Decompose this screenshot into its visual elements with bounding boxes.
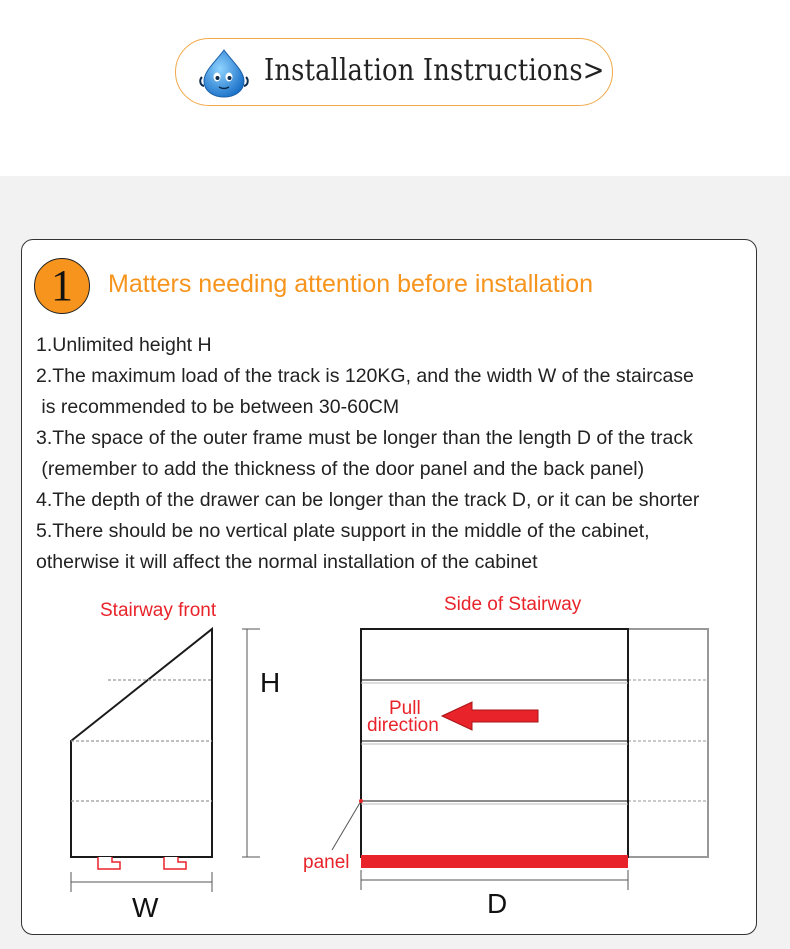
- stair-side-outline: [361, 629, 628, 857]
- instruction-card: [21, 239, 757, 935]
- front-view-title: Stairway front: [100, 600, 217, 621]
- side-view-title: Side of Stairway: [444, 594, 582, 615]
- step-title: Matters needing attention before installation: [108, 270, 594, 298]
- note-line: (remember to add the thickness of the door panel and the back panel): [36, 458, 645, 480]
- panel-pointer-dot: [359, 799, 363, 803]
- note-line: 1.Unlimited height H: [36, 334, 212, 356]
- note-line: 2.The maximum load of the track is 120KG, and the width W of the staircase: [36, 365, 694, 387]
- installation-instructions-link[interactable]: [175, 38, 613, 106]
- track-foot: [98, 857, 120, 869]
- note-line: otherwise it will affect the normal installation of the cabinet: [36, 551, 538, 573]
- stairway-diagram: [22, 240, 758, 936]
- step-number-badge: 1: [34, 258, 90, 314]
- direction-label: direction: [367, 715, 439, 736]
- header-band: [0, 0, 790, 176]
- panel-highlight: [361, 855, 628, 868]
- water-drop-mascot-icon: [198, 47, 250, 99]
- note-line: is recommended to be between 30-60CM: [36, 396, 400, 418]
- panel-label: panel: [303, 852, 350, 873]
- track-foot: [164, 857, 186, 869]
- note-line: 5.There should be no vertical plate support in the middle of the cabinet,: [36, 520, 650, 542]
- width-label: W: [132, 892, 159, 923]
- pull-label: Pull: [389, 698, 421, 719]
- height-label: H: [260, 667, 281, 698]
- note-line: 3.The space of the outer frame must be longer than the length D of the track: [36, 427, 693, 449]
- drawer-extension-outline: [628, 629, 708, 857]
- note-line: 4.The depth of the drawer can be longer than the track D, or it can be shorter: [36, 489, 700, 511]
- page-title: Installation Instructions>: [264, 53, 605, 88]
- stair-front-outline: [71, 629, 212, 857]
- panel-pointer-line: [332, 801, 361, 850]
- depth-label: D: [487, 888, 508, 919]
